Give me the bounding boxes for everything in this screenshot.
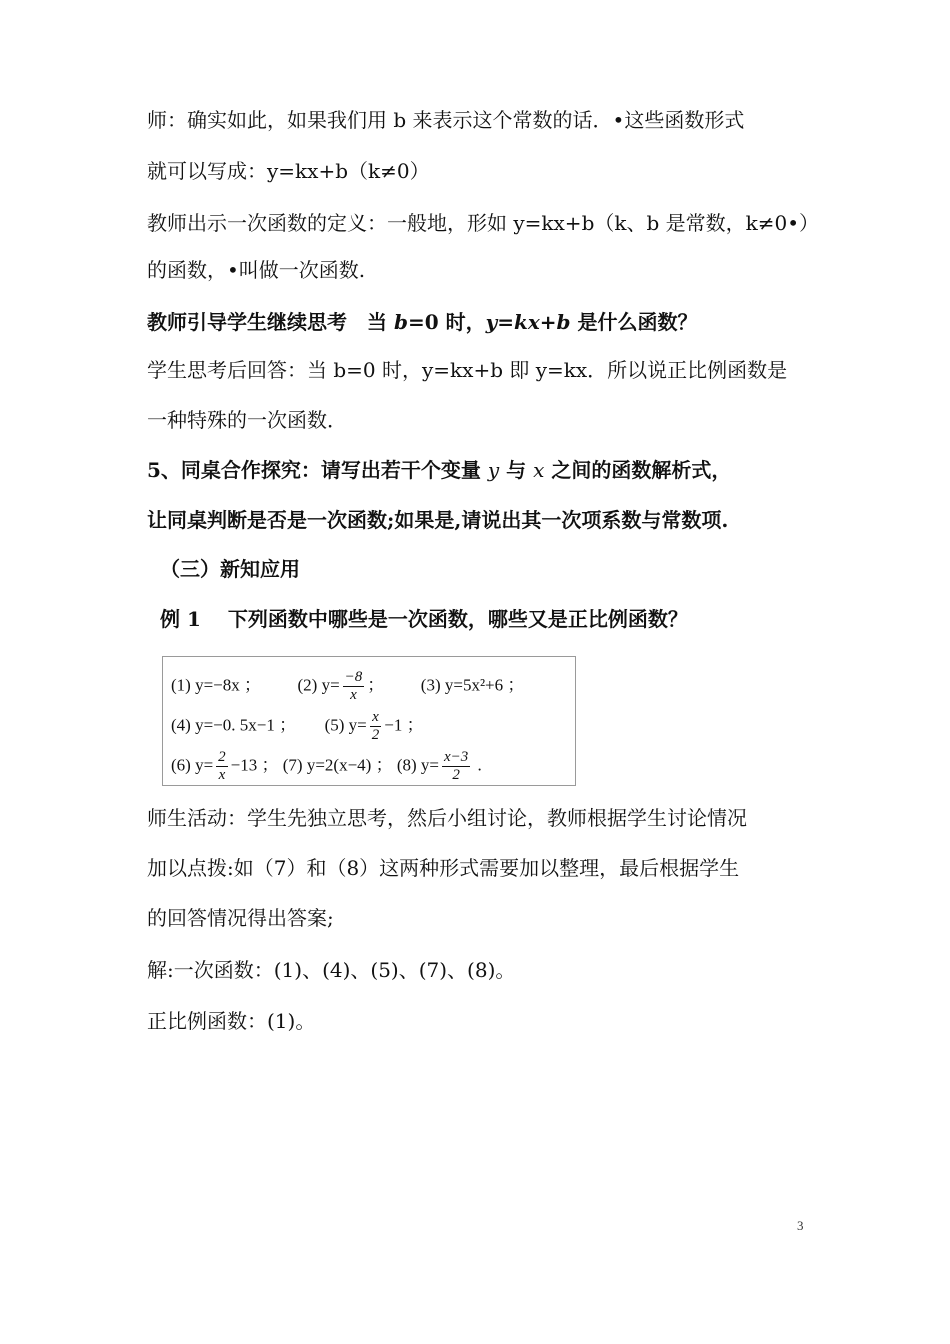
var-y: y — [485, 310, 498, 334]
answer-line: 正比例函数：(1)。 — [147, 1009, 316, 1033]
formula-row-1 — [171, 669, 524, 704]
numerator: −8 — [344, 669, 363, 685]
paragraph-line: 让同桌判断是否是一次函数;如果是,请说出其一次项系数与常数项. — [147, 508, 729, 532]
text-span: + — [539, 310, 557, 334]
text-span: 5、同桌合作探究：请写出若干个变量 — [147, 458, 488, 482]
text-span: = — [497, 310, 514, 334]
paragraph-line: 学生思考后回答：当 b=0 时，y=kx+b 即 y=kx．所以说正比例函数是 — [147, 358, 788, 382]
page-number: 3 — [797, 1218, 804, 1233]
formula-8-post: . — [473, 755, 482, 775]
formula-7: (7) y=2(x−4) ； — [282, 755, 393, 775]
section-heading-3: （三）新知应用 — [160, 557, 300, 581]
paragraph-line: 师：确实如此，如果我们用 b 来表示这个常数的话．•这些函数形式 — [147, 108, 745, 132]
numerator: 2 — [218, 749, 226, 765]
var-kx: kx — [513, 310, 540, 334]
formula-row-2 — [171, 709, 424, 744]
fraction — [343, 669, 365, 704]
formula-8-pre: (8) y= — [396, 755, 440, 775]
formula-5-pre: (5) y= — [324, 715, 367, 735]
paragraph-line: 教师出示一次函数的定义：一般地，形如 y=kx+b（k、b 是常数，k≠0•） — [147, 211, 820, 235]
var-b: b — [556, 310, 571, 334]
text-span: 之间的函数解析式， — [544, 458, 732, 482]
paragraph-line: 的回答情况得出答案; — [147, 906, 334, 930]
var-b: b — [393, 310, 408, 334]
var-x: x — [533, 458, 545, 482]
denominator: x — [350, 687, 357, 703]
formula-3: (3) y=5x²+6 ； — [420, 675, 525, 695]
formula-box — [162, 656, 576, 786]
denominator: 2 — [371, 727, 380, 743]
guiding-question — [147, 310, 697, 334]
formula-2-post: ； — [367, 675, 385, 695]
paragraph-line: 的函数，•叫做一次函数. — [147, 258, 366, 282]
fraction — [216, 749, 228, 784]
paragraph-line: 师生活动：学生先独立思考，然后小组讨论，教师根据学生讨论情况 — [147, 806, 747, 830]
text-span: 是什么函数？ — [570, 310, 698, 334]
formula-5-post: −1 ； — [384, 715, 424, 735]
section-heading-5 — [147, 458, 731, 482]
paragraph-line: 一种特殊的一次函数． — [147, 408, 347, 432]
text-span: =0 时， — [407, 310, 486, 334]
formula-6-pre: (6) y= — [171, 755, 214, 775]
formula-row-3 — [171, 749, 482, 784]
numerator: x−3 — [444, 749, 469, 765]
denominator: 2 — [452, 767, 460, 783]
answer-line: 解:一次函数：(1)、(4)、(5)、(7)、(8)。 — [147, 958, 516, 982]
text-span: 与 — [499, 458, 534, 482]
numerator: x — [370, 709, 382, 727]
text-span: 教师引导学生继续思考 当 — [147, 310, 394, 334]
example-title: 例 1 下列函数中哪些是一次函数，哪些又是正比例函数？ — [160, 607, 688, 631]
paragraph-line: 就可以写成：y=kx+b（k≠0） — [147, 159, 430, 183]
fraction — [370, 709, 382, 744]
formula-2-pre: (2) y= — [297, 675, 340, 695]
formula-1: (1) y=−8x ； — [171, 675, 261, 695]
formula-6-post: −13 ； — [230, 755, 279, 775]
paragraph-line: 加以点拨:如（7）和（8）这两种形式需要加以整理，最后根据学生 — [147, 856, 740, 880]
var-y: y — [487, 458, 500, 482]
fraction — [442, 749, 470, 784]
denominator: x — [218, 767, 226, 783]
formula-4: (4) y=−0. 5x−1 ； — [171, 715, 297, 735]
